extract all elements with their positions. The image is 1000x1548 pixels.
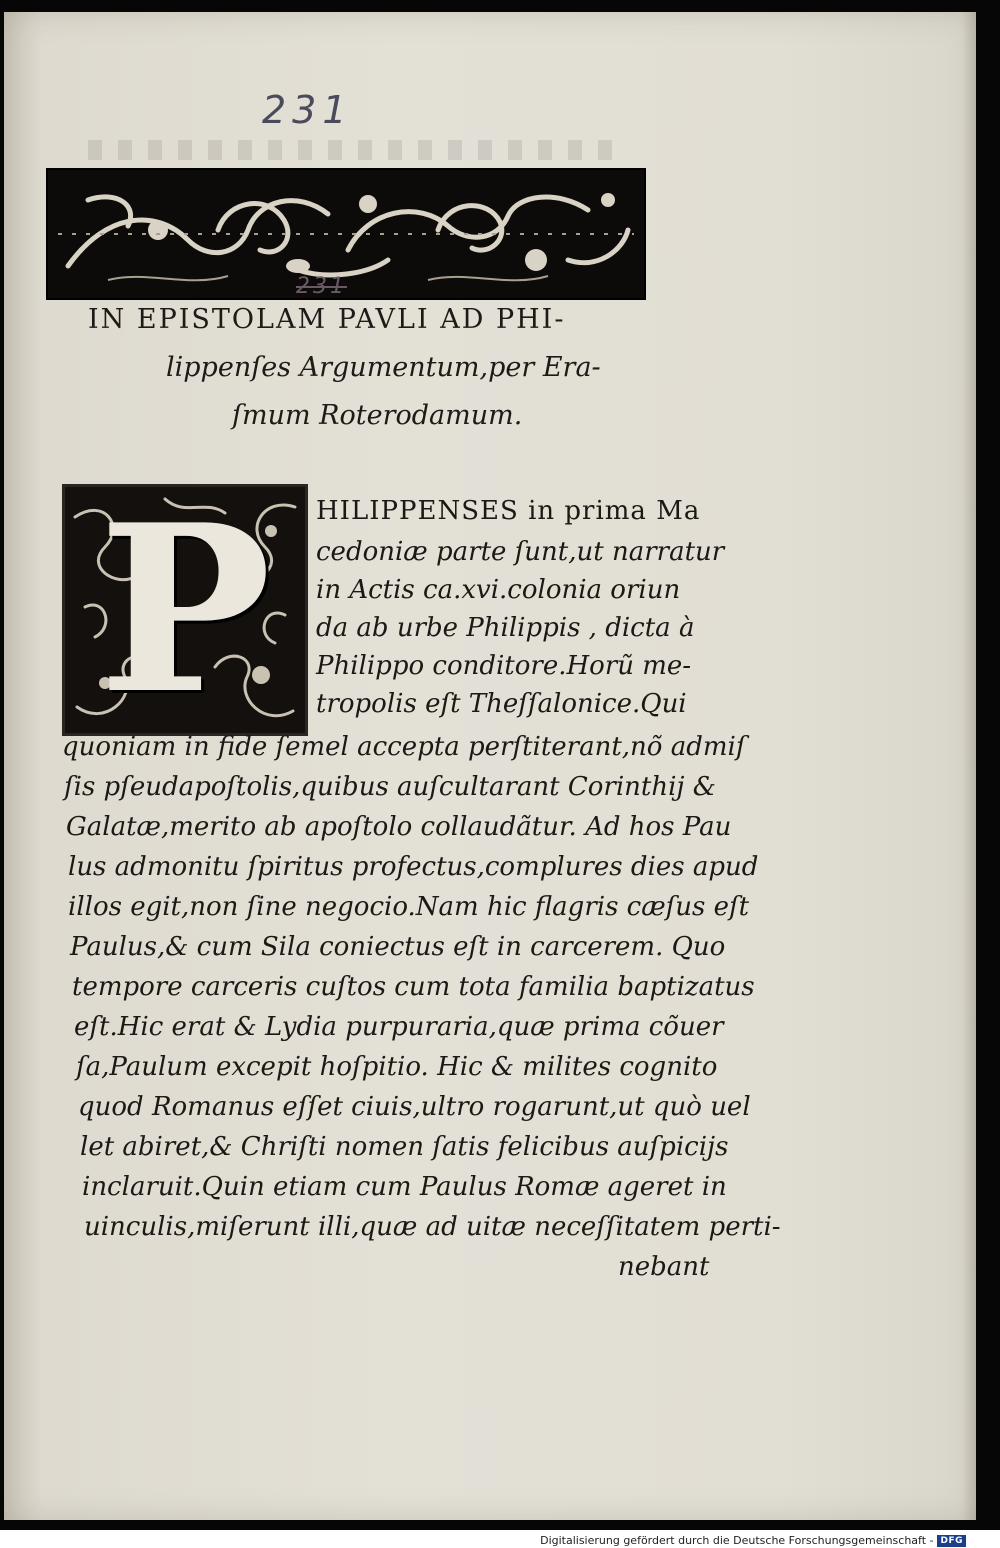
body-line: cedoniæ parte ſunt,ut narratur xyxy=(316,537,725,567)
struck-pencil-note: 231 xyxy=(296,274,347,299)
body-line: da ab urbe Philippis , dicta à xyxy=(316,613,695,643)
heading-line-2: lippenſes Argumentum,per Era- xyxy=(166,352,601,383)
body-line: quoniam in fide ſemel accepta perſtiterant,nõ admiſ xyxy=(62,732,746,762)
handwritten-folio-number: 231 xyxy=(262,88,353,132)
body-line: quod Romanus eſſet ciuis,ultro rogarunt,ut quò uel xyxy=(78,1092,751,1122)
body-line: HILIPPENSES in prima Ma xyxy=(316,496,701,526)
decorated-initial xyxy=(62,475,308,745)
body-line: ſis pſeudapoſtolis,quibus auſcultarant Corinthij & xyxy=(64,772,716,802)
body-line: in Actis ca.xvi.colonia oriun xyxy=(316,575,681,605)
body-line: let abiret,& Chriſti nomen ſatis felicibus auſpicijs xyxy=(80,1132,729,1162)
body-line: lus admonitu ſpiritus profectus,complures dies apud xyxy=(68,852,759,882)
body-line: ſa,Paulum excepit hoſpitio. Hic & milites cognito xyxy=(76,1052,718,1082)
body-line: inclaruit.Quin etiam cum Paulus Romæ ageret in xyxy=(82,1172,727,1202)
heading-line-3: ſmum Roterodamum. xyxy=(232,400,523,431)
body-line: uinculis,miſerunt illi,quæ ad uitæ neceſſitatem perti- xyxy=(84,1212,781,1242)
body-line: eſt.Hic erat & Lydia purpuraria,quæ prima cõuer xyxy=(74,1012,724,1042)
body-line: Philippo conditore.Horũ me- xyxy=(316,651,692,681)
body-line: tropolis eſt Theſſalonice.Qui xyxy=(316,689,687,719)
dfg-logo[interactable]: DFG xyxy=(937,1535,966,1547)
heading-line-1: IN EPISTOLAM PAVLI AD PHI- xyxy=(88,304,566,335)
body-line: tempore carceris cuſtos cum tota familia baptizatus xyxy=(72,972,755,1002)
credit-text: Digitalisierung gefördert durch die Deutsche Forschungsgemeinschaft - xyxy=(540,1534,934,1547)
digitization-credit xyxy=(540,1533,966,1548)
body-line: illos egit,non ſine negocio.Nam hic flagris cæſus eſt xyxy=(68,892,750,922)
page-edge-shadow xyxy=(962,12,976,1520)
catchword: nebant xyxy=(618,1252,710,1282)
initial-letter: P xyxy=(98,475,272,745)
body-line: Paulus,& cum Sila coniectus eſt in carcerem. Quo xyxy=(70,932,726,962)
body-line: Galatæ,merito ab apoſtolo collaudãtur. Ad hos Pau xyxy=(66,812,732,842)
show-through-text xyxy=(88,140,628,160)
